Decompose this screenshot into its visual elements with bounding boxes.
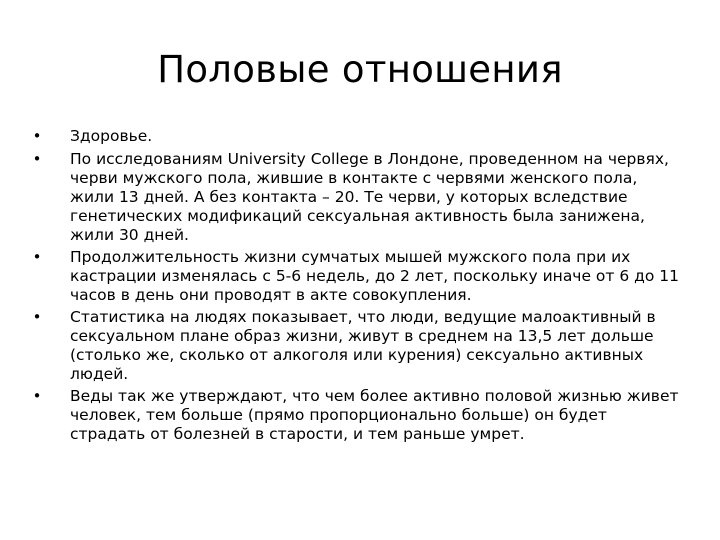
bullet-marker: • <box>32 127 42 145</box>
bullet-item-health <box>30 127 680 146</box>
bullet-item-worms-study <box>30 150 680 245</box>
bullet-list <box>30 127 680 447</box>
bullet-text: По исследованиям University College в Лондоне, проведенном на червях, черви мужского пола, жившие в контакте с червями женского пола, жили 13 дней. А без контакта – 20. Те черви, у которых вследствие генетических модификаций сексуальная активность была занижена, жили 30 дней. <box>70 150 669 244</box>
slide-title: Половые отношения <box>157 48 563 91</box>
bullet-text: Веды так же утверждают, что чем более активно половой жизнью живет человек, тем больше (прямо пропорционально больше) он будет страдать от болезней в старости, и тем раньше умрет. <box>70 387 679 443</box>
bullet-marker: • <box>32 248 42 266</box>
bullet-item-marsupial-mice <box>30 248 680 305</box>
bullet-marker: • <box>32 150 42 168</box>
bullet-item-vedas <box>30 387 680 444</box>
bullet-text: Статистика на людях показывает, что люди, ведущие малоактивный в сексуальном плане образ жизни, живут в среднем на 13,5 лет дольше (столько же, сколько от алкоголя или курения) сексуально активных людей. <box>70 308 656 383</box>
bullet-marker: • <box>32 387 42 405</box>
bullet-marker: • <box>32 308 42 326</box>
bullet-text: Здоровье. <box>70 127 153 145</box>
bullet-text: Продолжительность жизни сумчатых мышей мужского пола при их кастрации изменялась с 5-6 недель, до 2 лет, поскольку иначе от 6 до 11 часов в день они проводят в акте совокупления. <box>70 248 680 304</box>
bullet-item-human-statistics <box>30 308 680 384</box>
